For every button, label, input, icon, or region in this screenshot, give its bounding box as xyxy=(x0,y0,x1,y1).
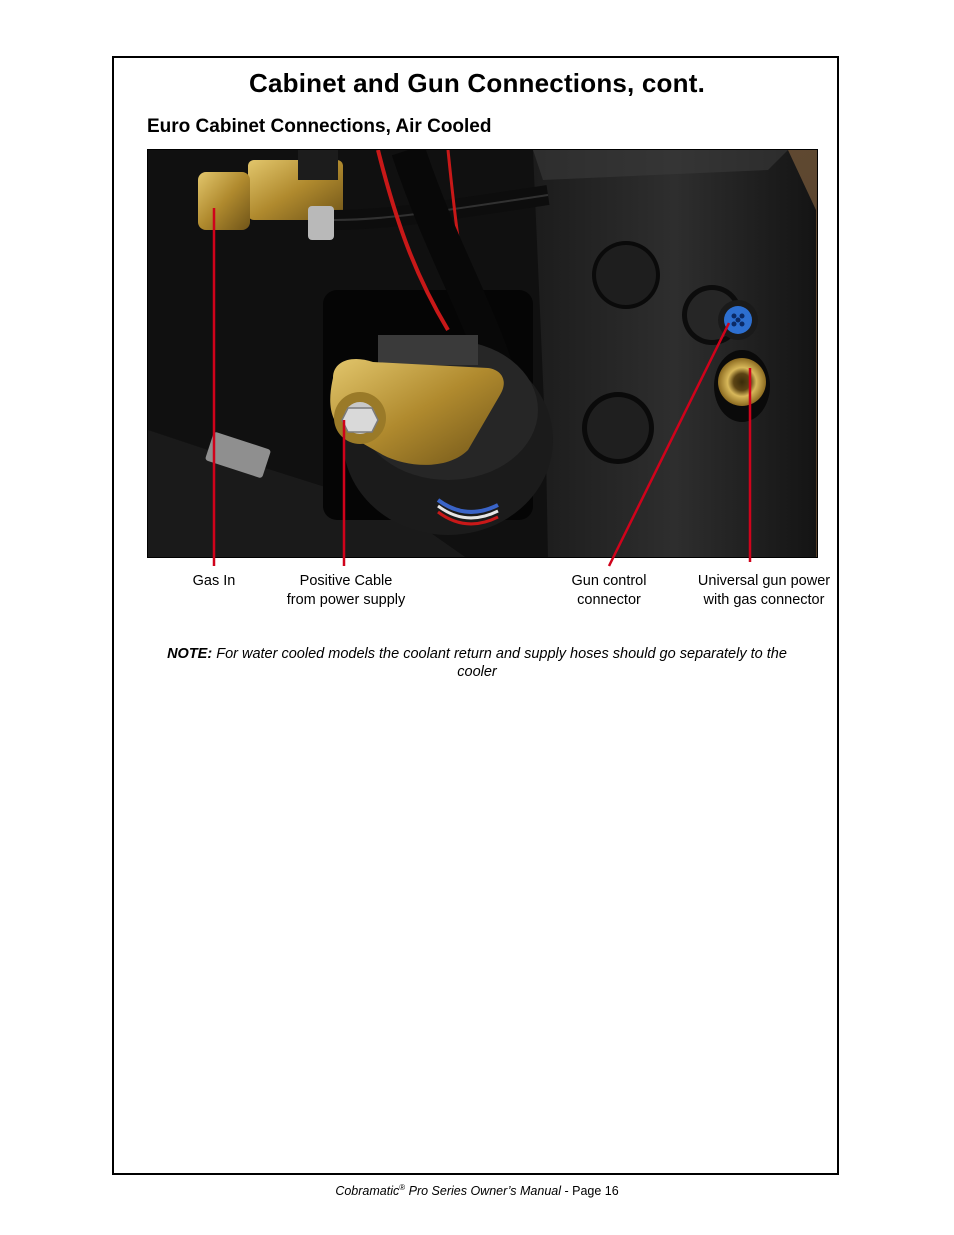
footer-manual-title: Pro Series Owner’s Manual xyxy=(405,1184,561,1199)
note-text: For water cooled models the coolant return and supply hoses should go separately to the cooler xyxy=(216,646,787,680)
callout-universal-gun-power-line1: Universal gun power xyxy=(697,573,831,589)
callout-universal-gun-power-line2: with gas connector xyxy=(703,592,825,608)
cabinet-connections-photo xyxy=(147,149,818,558)
callout-gun-control xyxy=(549,572,669,610)
callout-positive-cable xyxy=(266,572,426,610)
page-footer xyxy=(0,1183,954,1198)
section-heading: Euro Cabinet Connections, Air Cooled xyxy=(147,116,492,137)
callout-positive-cable-line2: from power supply xyxy=(286,592,406,608)
callout-gas-in-label: Gas In xyxy=(192,573,236,589)
footer-registered-mark: ® xyxy=(399,1183,406,1192)
page-title: Cabinet and Gun Connections, cont. xyxy=(248,68,706,98)
callout-universal-gun-power xyxy=(684,572,844,610)
footer-page-number: - Page 16 xyxy=(561,1184,619,1199)
callout-gun-control-line2: connector xyxy=(577,592,641,608)
callout-positive-cable-line1: Positive Cable xyxy=(299,573,393,589)
water-cooled-note xyxy=(150,645,804,681)
callout-gas-in xyxy=(174,572,254,591)
callout-gun-control-line1: Gun control xyxy=(571,573,647,589)
note-label: NOTE: xyxy=(167,646,213,662)
footer-brand: Cobramatic xyxy=(335,1184,400,1199)
